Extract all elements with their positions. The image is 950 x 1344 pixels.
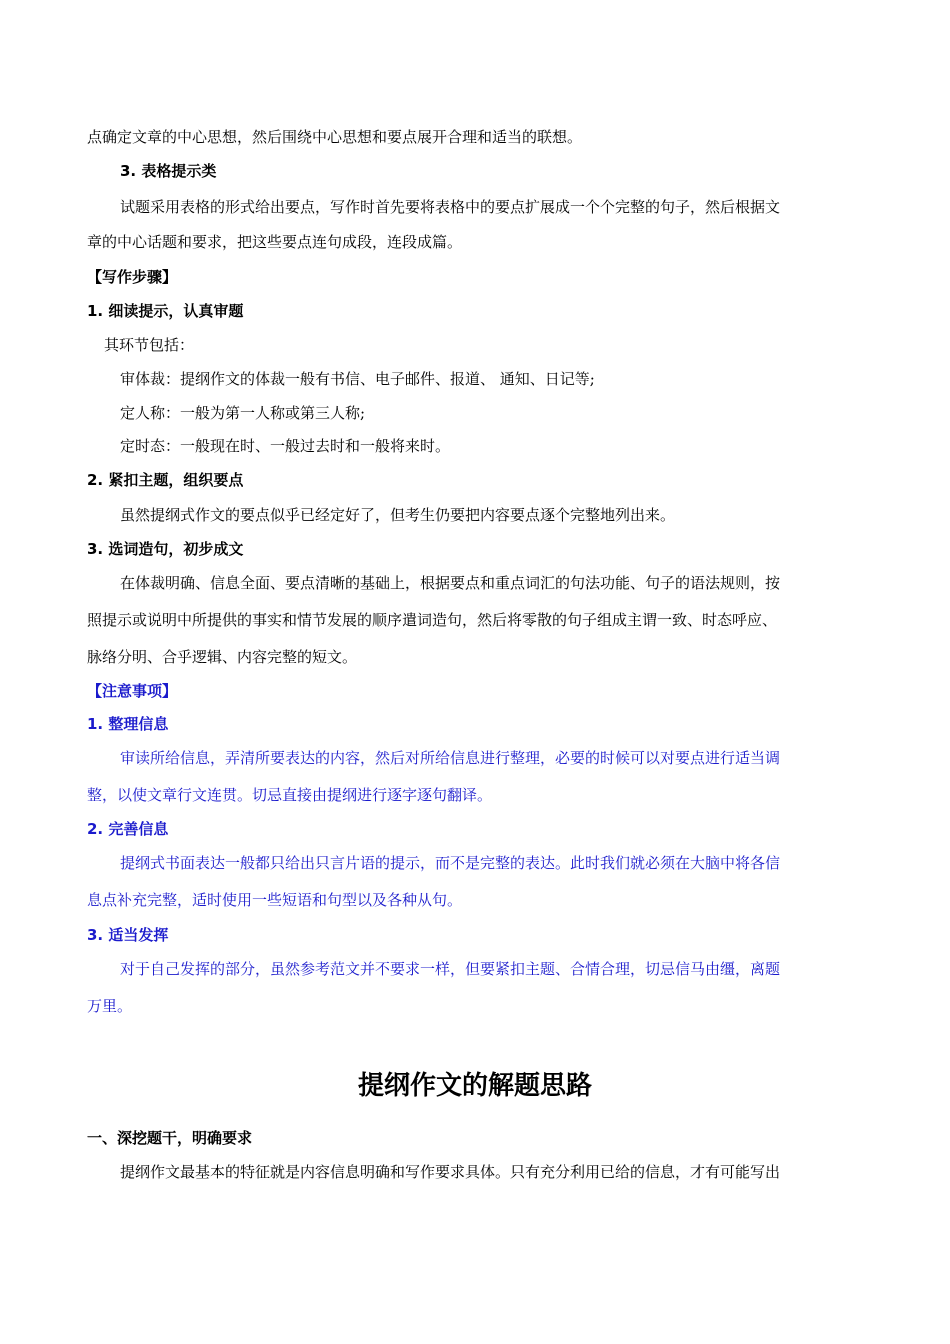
subheading-section-1: 一、深挖题干，明确要求 xyxy=(87,1129,253,1147)
subheading-note-3: 3. 适当发挥 xyxy=(87,926,169,944)
subheading-step-1: 1. 细读提示，认真审题 xyxy=(87,302,244,320)
paragraph-line: 章的中心话题和要求，把这些要点连句成段，连段成篇。 xyxy=(87,233,463,251)
subheading-table-prompt: 3. 表格提示类 xyxy=(120,162,217,180)
paragraph-line: 提纲作文最基本的特征就是内容信息明确和写作要求具体。只有充分利用已给的信息，才有可能写出 xyxy=(120,1163,781,1181)
subheading-note-1: 1. 整理信息 xyxy=(87,715,169,733)
subheading-step-3: 3. 选词造句，初步成文 xyxy=(87,540,244,558)
paragraph-line: 脉络分明、合乎逻辑、内容完整的短文。 xyxy=(87,648,358,666)
paragraph-line: 对于自己发挥的部分，虽然参考范文并不要求一样，但要紧扣主题、合情合理，切忌信马由缰，离题 xyxy=(120,960,781,978)
paragraph-line: 在体裁明确、信息全面、要点清晰的基础上，根据要点和重点词汇的句法功能、句子的语法规则，按 xyxy=(120,574,781,592)
paragraph-line: 定时态：一般现在时、一般过去时和一般将来时。 xyxy=(120,437,451,455)
paragraph-line: 试题采用表格的形式给出要点，写作时首先要将表格中的要点扩展成一个个完整的句子，然后根据文 xyxy=(120,198,781,216)
section-title: 提纲作文的解题思路 xyxy=(357,1071,592,1101)
subheading-note-2: 2. 完善信息 xyxy=(87,820,169,838)
paragraph-line: 审体裁：提纲作文的体裁一般有书信、电子邮件、报道、 通知、日记等; xyxy=(120,370,595,388)
paragraph-line: 照提示或说明中所提供的事实和情节发展的顺序遣词造句，然后将零散的句子组成主谓一致、时态呼应、 xyxy=(87,611,778,629)
paragraph-line: 点确定文章的中心思想，然后围绕中心思想和要点展开合理和适当的联想。 xyxy=(87,128,583,146)
paragraph-line: 虽然提纲式作文的要点似乎已经定好了，但考生仍要把内容要点逐个完整地列出来。 xyxy=(120,506,676,524)
paragraph-line: 整，以使文章行文连贯。切忌直接由提纲进行逐字逐句翻译。 xyxy=(87,786,493,804)
paragraph-line: 万里。 xyxy=(87,997,133,1015)
paragraph-line: 定人称：一般为第一人称或第三人称; xyxy=(120,404,366,422)
paragraph-line: 审读所给信息，弄清所要表达的内容，然后对所给信息进行整理，必要的时候可以对要点进行适当调 xyxy=(120,749,781,767)
paragraph-line: 其环节包括： xyxy=(104,336,195,354)
subheading-step-2: 2. 紧扣主题，组织要点 xyxy=(87,471,244,489)
paragraph-line: 息点补充完整，适时使用一些短语和句型以及各种从句。 xyxy=(87,891,463,909)
paragraph-line: 提纲式书面表达一般都只给出只言片语的提示，而不是完整的表达。此时我们就必须在大脑中将各信 xyxy=(120,854,781,872)
section-heading-writing-steps: 【写作步骤】 xyxy=(87,268,178,286)
section-heading-notes: 【注意事项】 xyxy=(87,682,178,700)
